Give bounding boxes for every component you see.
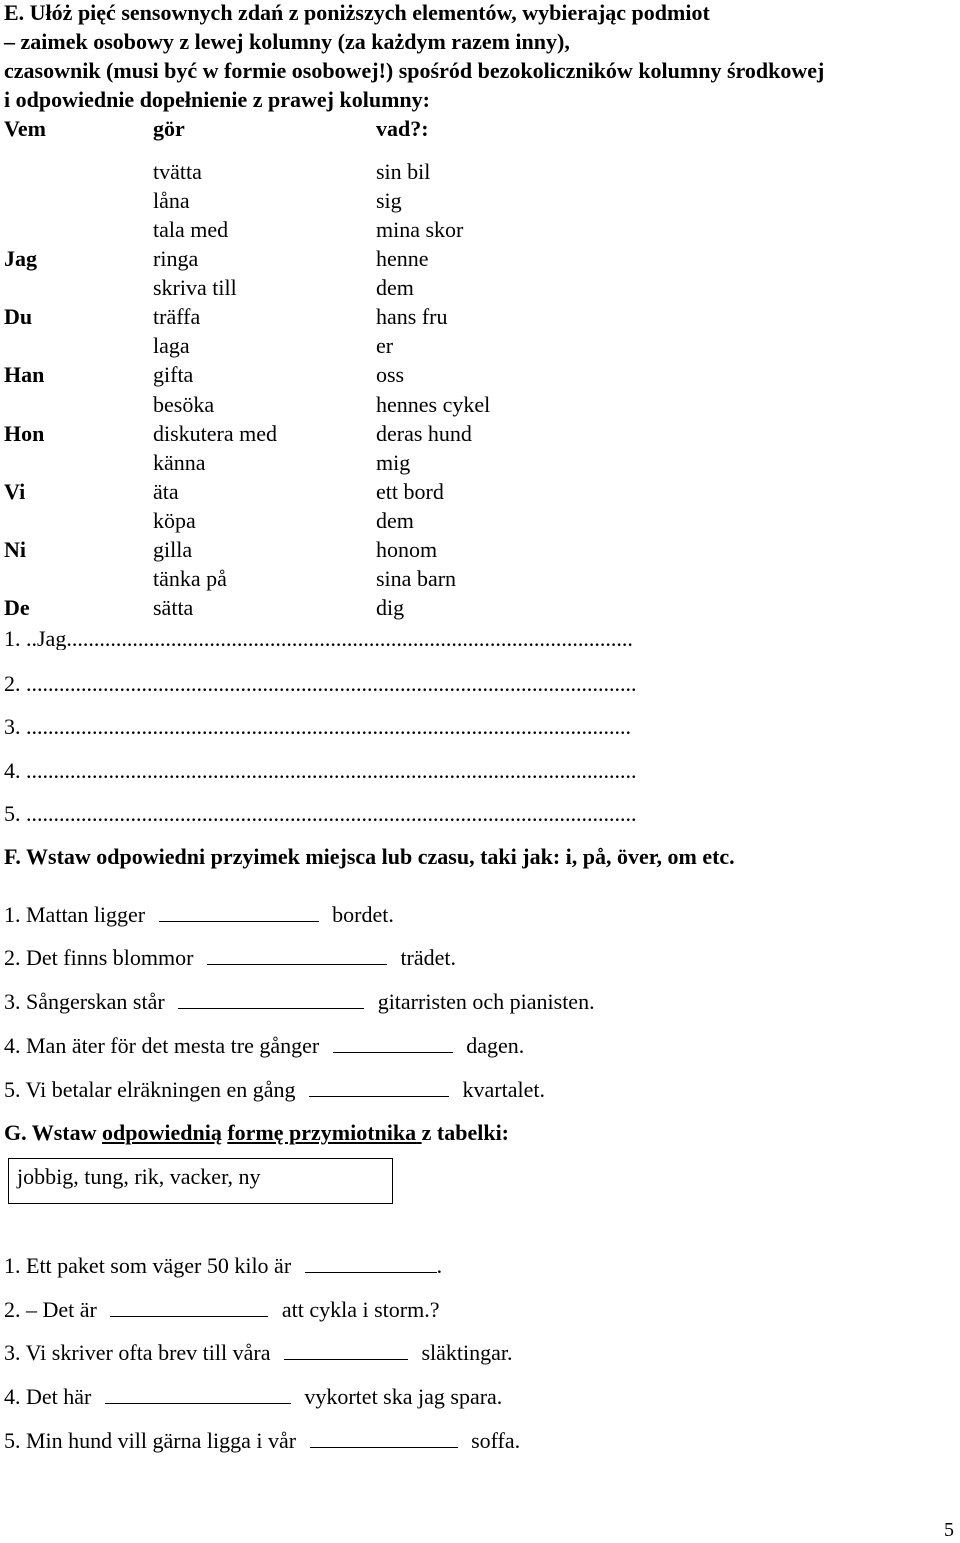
object-item: sin bil xyxy=(376,159,431,184)
pronoun-item: Du xyxy=(4,304,33,329)
item-text-after: gitarristen och pianisten. xyxy=(377,989,595,1014)
pronoun-item: Jag xyxy=(4,246,37,271)
item-text-before: 2. Det finns blommor xyxy=(4,945,194,970)
fill-in-blank[interactable] xyxy=(284,1341,408,1360)
heading-prefix: G. Wstaw xyxy=(4,1120,97,1145)
fill-in-blank[interactable] xyxy=(207,946,387,965)
heading-underlined-2: formę przymiotnika xyxy=(227,1120,417,1145)
heading-suffix: z tabelki: xyxy=(421,1120,510,1145)
fill-in-blank[interactable] xyxy=(178,990,364,1009)
verb-item: gifta xyxy=(153,362,194,387)
section-e-heading-line-1: E. Ułóż pięć sensownych zdań z poniższych elementów, wybierając podmiot xyxy=(4,0,710,25)
item-text-after: dagen. xyxy=(466,1033,525,1058)
item-text-before: 2. – Det är xyxy=(4,1297,97,1322)
verb-item: tvätta xyxy=(153,159,202,184)
verb-item: låna xyxy=(153,188,190,213)
answer-line-5[interactable]: 5. ............................................................................................................... xyxy=(4,803,637,825)
object-item: sig xyxy=(376,188,402,213)
section-f-heading: F. Wstaw odpowiedni przyimek miejsca lub czasu, taki jak: i, på, över, om etc. xyxy=(4,844,735,869)
verb-item: sätta xyxy=(153,595,194,620)
item-text-after: bordet. xyxy=(332,902,394,927)
object-item: dig xyxy=(376,595,405,620)
section-f-item-2 xyxy=(4,946,456,969)
section-f-item-5 xyxy=(4,1078,545,1101)
pronoun-item: Hon xyxy=(4,421,45,446)
answer-line-2[interactable]: 2. ............................................................................................................... xyxy=(4,673,637,695)
item-text-before: 5. Min hund vill gärna ligga i vår xyxy=(4,1428,297,1453)
section-e-heading-line-3: czasownik (musi być w formie osobowej!) spośród bezokoliczników kolumny środkowej xyxy=(4,58,825,83)
verb-item: känna xyxy=(153,450,206,475)
object-item: hennes cykel xyxy=(376,392,491,417)
verb-item: skriva till xyxy=(153,275,237,300)
verb-item: ringa xyxy=(153,246,199,271)
item-text-after: att cykla i storm.? xyxy=(281,1297,440,1322)
object-item: sina barn xyxy=(376,566,457,591)
item-text-before: 3. Sångerskan står xyxy=(4,989,165,1014)
item-text-before: 5. Vi betalar elräkningen en gång xyxy=(4,1077,296,1102)
fill-in-blank[interactable] xyxy=(159,903,319,922)
fill-in-blank[interactable] xyxy=(110,1298,268,1317)
answer-line-3[interactable]: 3. .............................................................................................................. xyxy=(4,716,631,738)
item-text-before: 1. Mattan ligger xyxy=(4,902,146,927)
fill-in-blank[interactable] xyxy=(105,1385,291,1404)
section-e-heading-line-4: i odpowiednie dopełnienie z prawej kolumny: xyxy=(4,87,430,112)
pronoun-item: Ni xyxy=(4,537,26,562)
object-item: dem xyxy=(376,275,414,300)
word-bank-text: jobbig, tung, rik, vacker, ny xyxy=(17,1164,261,1189)
item-text-before: 4. Det här xyxy=(4,1384,92,1409)
object-item: henne xyxy=(376,246,429,271)
object-item: mig xyxy=(376,450,411,475)
object-item: honom xyxy=(376,537,438,562)
column-header-gor: gör xyxy=(153,116,185,141)
answer-line-1[interactable]: 1. ..Jag....................................................................................................... xyxy=(4,628,633,650)
pronoun-item: Han xyxy=(4,362,45,387)
object-item: deras hund xyxy=(376,421,472,446)
verb-item: laga xyxy=(153,333,190,358)
verb-item: gilla xyxy=(153,537,193,562)
verb-item: äta xyxy=(153,479,179,504)
verb-item: diskutera med xyxy=(153,421,278,446)
section-g-heading xyxy=(4,1122,509,1144)
pronoun-item: Vi xyxy=(4,479,26,504)
page-number: 5 xyxy=(944,1519,954,1541)
section-g-item-2 xyxy=(4,1298,439,1321)
item-text-after: . xyxy=(436,1253,443,1278)
pronoun-item: De xyxy=(4,595,30,620)
item-text-after: trädet. xyxy=(400,945,457,970)
verb-item: besöka xyxy=(153,392,215,417)
object-item: ett bord xyxy=(376,479,444,504)
fill-in-blank[interactable] xyxy=(309,1078,449,1097)
section-g-item-1 xyxy=(4,1254,442,1277)
section-f-item-4 xyxy=(4,1034,524,1057)
answer-line-4[interactable]: 4. ............................................................................................................... xyxy=(4,760,637,782)
object-item: er xyxy=(376,333,394,358)
heading-underlined-1: odpowiednią xyxy=(102,1120,222,1145)
object-item: oss xyxy=(376,362,405,387)
section-e-heading-line-2: – zaimek osobowy z lewej kolumny (za każdym razem inny), xyxy=(4,29,570,54)
section-g-item-4 xyxy=(4,1385,502,1408)
fill-in-blank[interactable] xyxy=(305,1254,437,1273)
verb-item: tänka på xyxy=(153,566,227,591)
section-g-item-5 xyxy=(4,1429,520,1452)
section-f-item-1 xyxy=(4,903,394,926)
word-bank-box xyxy=(8,1158,393,1204)
item-text-after: släktingar. xyxy=(421,1340,513,1365)
item-text-before: 1. Ett paket som väger 50 kilo är xyxy=(4,1253,292,1278)
fill-in-blank[interactable] xyxy=(333,1034,453,1053)
item-text-before: 3. Vi skriver ofta brev till våra xyxy=(4,1340,271,1365)
item-text-before: 4. Man äter för det mesta tre gånger xyxy=(4,1033,320,1058)
verb-item: köpa xyxy=(153,508,196,533)
object-item: dem xyxy=(376,508,414,533)
object-item: mina skor xyxy=(376,217,464,242)
item-text-after: soffa. xyxy=(471,1428,521,1453)
verb-item: träffa xyxy=(153,304,201,329)
column-header-vem: Vem xyxy=(4,116,46,141)
column-header-vad: vad?: xyxy=(376,116,429,141)
section-g-item-3 xyxy=(4,1341,513,1364)
item-text-after: vykortet ska jag spara. xyxy=(304,1384,503,1409)
section-f-item-3 xyxy=(4,990,595,1013)
item-text-after: kvartalet. xyxy=(462,1077,545,1102)
verb-item: tala med xyxy=(153,217,229,242)
fill-in-blank[interactable] xyxy=(310,1429,458,1448)
object-item: hans fru xyxy=(376,304,448,329)
